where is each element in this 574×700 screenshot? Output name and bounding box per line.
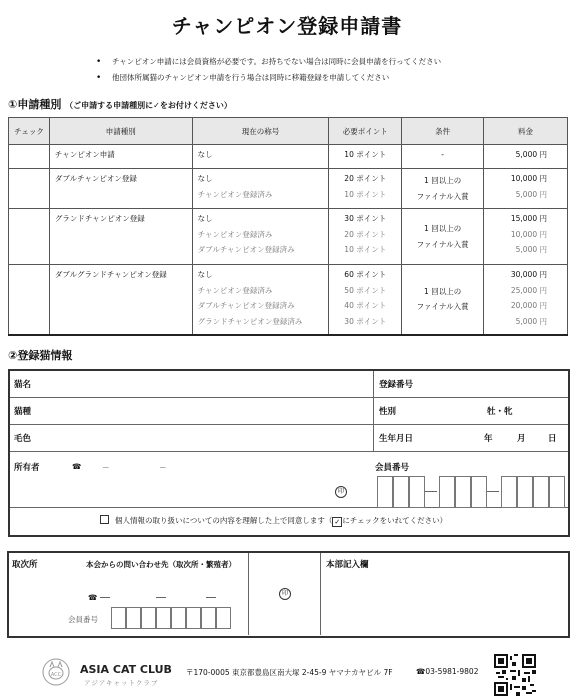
cat-name-label: 猫名 <box>14 380 32 390</box>
points-cell <box>329 209 402 265</box>
type-cell: グランドチャンピオン登録 <box>49 209 192 265</box>
note-2: • 他団体所属猫のチャンピオン申請を行う場合は同時に移籍登録を申請してください <box>112 70 441 86</box>
sex-options[interactable]: 牡・牝 <box>487 407 513 417</box>
application-type-table <box>8 117 568 336</box>
condition-value: ファイナル入賞 <box>416 191 469 201</box>
phone-icon: ☎ <box>72 462 82 471</box>
table-row <box>9 209 568 265</box>
type-cell: ダブルグランドチャンピオン登録 <box>49 265 192 335</box>
address: 〒170-0005 東京都豊島区南大塚 2-45-9 ヤマナカヤビル 7F <box>186 668 393 677</box>
col-check: チェック <box>9 118 50 145</box>
condition-value: ファイナル入賞 <box>416 302 469 312</box>
points-value: 30 ポイント <box>344 214 387 223</box>
points-value: 50 ポイント <box>344 285 387 295</box>
table-row <box>9 145 568 169</box>
contact-label: 本会からの問い合わせ先（取次所・繁殖者） <box>86 560 236 569</box>
points-value: 10 ポイント <box>344 150 387 159</box>
points-value: 60 ポイント <box>344 270 387 279</box>
condition-value: 1 回以上の <box>424 176 462 185</box>
check-example-icon: ✓ <box>332 517 342 527</box>
sex-label: 性別 <box>379 407 397 417</box>
type-cell: チャンピオン申請 <box>49 145 192 169</box>
cat-info-box <box>8 369 570 537</box>
form-title: チャンピオン登録申請書 <box>171 14 403 38</box>
condition-cell <box>402 145 484 169</box>
dob-year: 年 <box>484 434 493 444</box>
office-use-label: 本部記入欄 <box>326 560 369 570</box>
title-cell <box>192 169 329 209</box>
check-cell[interactable] <box>9 209 50 265</box>
fee-value: 5,000 円 <box>515 150 547 159</box>
title-value: ダブルチャンピオン登録済み <box>197 245 295 254</box>
registration-number-label: 登録番号 <box>379 380 414 390</box>
color-label: 毛色 <box>14 434 32 444</box>
condition-cell <box>402 265 484 335</box>
phone-dash: － <box>159 463 167 472</box>
section2-heading: ②登録猫情報 <box>8 349 73 362</box>
points-value: 20 ポイント <box>344 229 387 239</box>
fee-value: 10,000 円 <box>510 174 547 183</box>
points-value: 20 ポイント <box>344 174 387 183</box>
title-value: なし <box>197 270 213 279</box>
svg-text:ACC: ACC <box>50 672 62 678</box>
points-cell <box>329 169 402 209</box>
points-value: 10 ポイント <box>344 245 387 254</box>
fee-cell <box>484 265 568 335</box>
points-value: 30 ポイント <box>344 316 387 326</box>
brand-kana: アジアキャットクラブ <box>84 679 159 687</box>
check-cell[interactable] <box>9 145 50 169</box>
table-row <box>9 169 568 209</box>
col-points: 必要ポイント <box>329 118 402 145</box>
title-value: なし <box>197 150 213 159</box>
consent-text-end: にチェックをいれてください） <box>342 516 448 525</box>
fee-value: 25,000 円 <box>510 285 547 295</box>
seal-icon: 印 <box>335 486 347 498</box>
note-1: • チャンピオン申請には会員資格が必要です。お持ちでない場合は同時に会員申請を行ってください <box>112 54 441 70</box>
title-value: チャンピオン登録済み <box>197 229 273 239</box>
consent-row <box>100 515 447 527</box>
fee-value: 5,000 円 <box>515 245 547 254</box>
breed-label: 猫種 <box>14 407 32 417</box>
condition-value: ファイナル入賞 <box>416 239 469 249</box>
title-value: ダブルチャンピオン登録済み <box>197 301 295 310</box>
owner-label: 所有者 <box>14 463 40 473</box>
title-cell <box>192 145 329 169</box>
brand-name: ASIA CAT CLUB <box>80 663 172 676</box>
fee-value: 5,000 円 <box>515 316 547 326</box>
title-value: なし <box>197 214 213 223</box>
col-type: 申請種別 <box>49 118 192 145</box>
section1-subtitle: （ご申請する申請種別に✓をお付けください） <box>65 101 232 110</box>
points-cell <box>329 145 402 169</box>
fee-value: 30,000 円 <box>510 270 547 279</box>
section1-title: ①申請種別 <box>8 98 62 111</box>
title-cell <box>192 265 329 335</box>
title-value: なし <box>197 174 213 183</box>
col-fee: 料金 <box>484 118 568 145</box>
points-value: 10 ポイント <box>344 189 387 199</box>
fee-value: 5,000 円 <box>515 189 547 199</box>
title-value: チャンピオン登録済み <box>197 285 273 295</box>
type-cell: ダブルチャンピオン登録 <box>49 169 192 209</box>
fee-cell <box>484 209 568 265</box>
check-cell[interactable] <box>9 265 50 335</box>
col-title: 現在の称号 <box>192 118 329 145</box>
dob-day: 日 <box>548 434 557 444</box>
fee-cell <box>484 145 568 169</box>
notes <box>112 54 441 86</box>
fee-cell <box>484 169 568 209</box>
condition-cell <box>402 169 484 209</box>
cat-logo-icon <box>40 656 72 688</box>
condition-value: 1 回以上の <box>424 224 462 233</box>
phone-icon: ☎ <box>88 593 98 602</box>
seal-icon: 印 <box>279 588 291 600</box>
agent-label: 取次所 <box>12 560 38 570</box>
phone-dash: － <box>102 463 110 472</box>
dob-label: 生年月日 <box>379 434 414 444</box>
phone-number: ☎03-5981-9802 <box>416 667 479 676</box>
dob-month: 月 <box>517 434 526 444</box>
check-cell[interactable] <box>9 169 50 209</box>
section1-heading <box>8 96 232 112</box>
consent-checkbox[interactable] <box>100 515 109 524</box>
points-value: 40 ポイント <box>344 301 387 310</box>
condition-cell <box>402 209 484 265</box>
title-value: チャンピオン登録済み <box>197 189 273 199</box>
fee-value: 10,000 円 <box>510 229 547 239</box>
fee-value: 15,000 円 <box>510 214 547 223</box>
col-condition: 条件 <box>402 118 484 145</box>
table-row <box>9 265 568 335</box>
fee-value: 20,000 円 <box>510 301 547 310</box>
consent-text: 個人情報の取り扱いについての内容を理解した上で同意します（ <box>115 516 333 525</box>
member-number-label: 会員番号 <box>375 463 410 473</box>
title-cell <box>192 209 329 265</box>
qr-code-icon[interactable] <box>494 654 536 696</box>
condition-value: 1 回以上の <box>424 286 462 296</box>
agent-member-label: 会員番号 <box>68 615 98 624</box>
condition-value: - <box>441 150 444 159</box>
points-cell <box>329 265 402 335</box>
title-value: グランドチャンピオン登録済み <box>197 316 303 326</box>
